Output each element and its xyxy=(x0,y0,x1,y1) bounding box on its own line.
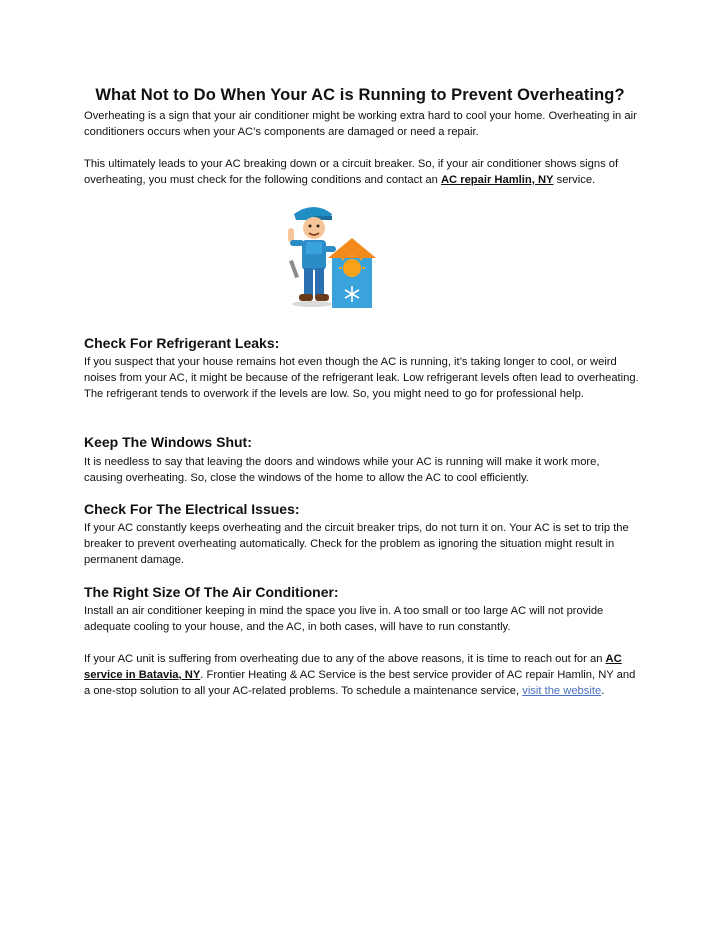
section-heading-windows-shut: Keep The Windows Shut: xyxy=(84,434,252,450)
technician-illustration-icon xyxy=(284,202,380,318)
section-heading-right-size: The Right Size Of The Air Conditioner: xyxy=(84,584,339,600)
intro-paragraph-1: Overheating is a sign that your air conditioner might be working extra hard to cool your home. Overheating in air conditioners occurs when your AC’s components are damaged or need a repair. xyxy=(84,110,637,138)
section-body-electrical-issues: If your AC constantly keeps overheating and the circuit breaker trips, do not turn it on. Your AC is set to trip the breaker to prevent overheating automatically. Check for the problem as ignoring the situation might result in permanent damage. xyxy=(84,522,629,566)
closing-paragraph xyxy=(84,651,640,699)
section-heading-refrigerant-leaks: Check For Refrigerant Leaks: xyxy=(84,335,280,351)
intro-text-before: This ultimately leads to your AC breaking down or a circuit breaker. So, if your air conditioner shows signs of overheating, you must check for the following conditions and contact an xyxy=(84,158,619,186)
closing-text-middle: . Frontier Heating & AC Service is the best service provider of AC repair Hamlin, NY and a one-stop solution to all your AC-related problems. To schedule a maintenance service, xyxy=(84,669,636,697)
ac-repair-hamlin-link[interactable]: AC repair Hamlin, NY xyxy=(440,174,554,186)
section-body-right-size: Install an air conditioner keeping in mind the space you live in. A too small or too large AC will not provide adequate cooling to your house, and the AC, in both cases, will have to run constantly. xyxy=(84,605,604,633)
closing-text-before: If your AC unit is suffering from overheating due to any of the above reasons, it is time to reach out for an xyxy=(84,653,606,665)
intro-paragraph-2 xyxy=(84,156,640,188)
intro-text-after: service. xyxy=(553,174,596,186)
closing-text-after: . xyxy=(601,685,605,697)
section-body-refrigerant-leaks: If you suspect that your house remains hot even though the AC is running, it’s taking longer to cool, or weird noises from your AC, it might be because of the refrigerant leak. Low refrigerant levels often lead to overheating. The refrigerant tends to overwork if the levels are low. So, you might need to go for professional help. xyxy=(84,356,639,400)
section-heading-electrical-issues: Check For The Electrical Issues: xyxy=(84,501,300,517)
ac-service-batavia-link[interactable]: AC service in Batavia, NY xyxy=(84,653,622,681)
page-title: What Not to Do When Your AC is Running to Prevent Overheating? xyxy=(95,86,625,104)
visit-website-link[interactable]: visit the website xyxy=(522,685,602,697)
section-body-windows-shut: It is needless to say that leaving the doors and windows while your AC is running will make it work more, causing overheating. So, close the windows of the home to allow the AC to cool efficiently. xyxy=(84,456,600,484)
